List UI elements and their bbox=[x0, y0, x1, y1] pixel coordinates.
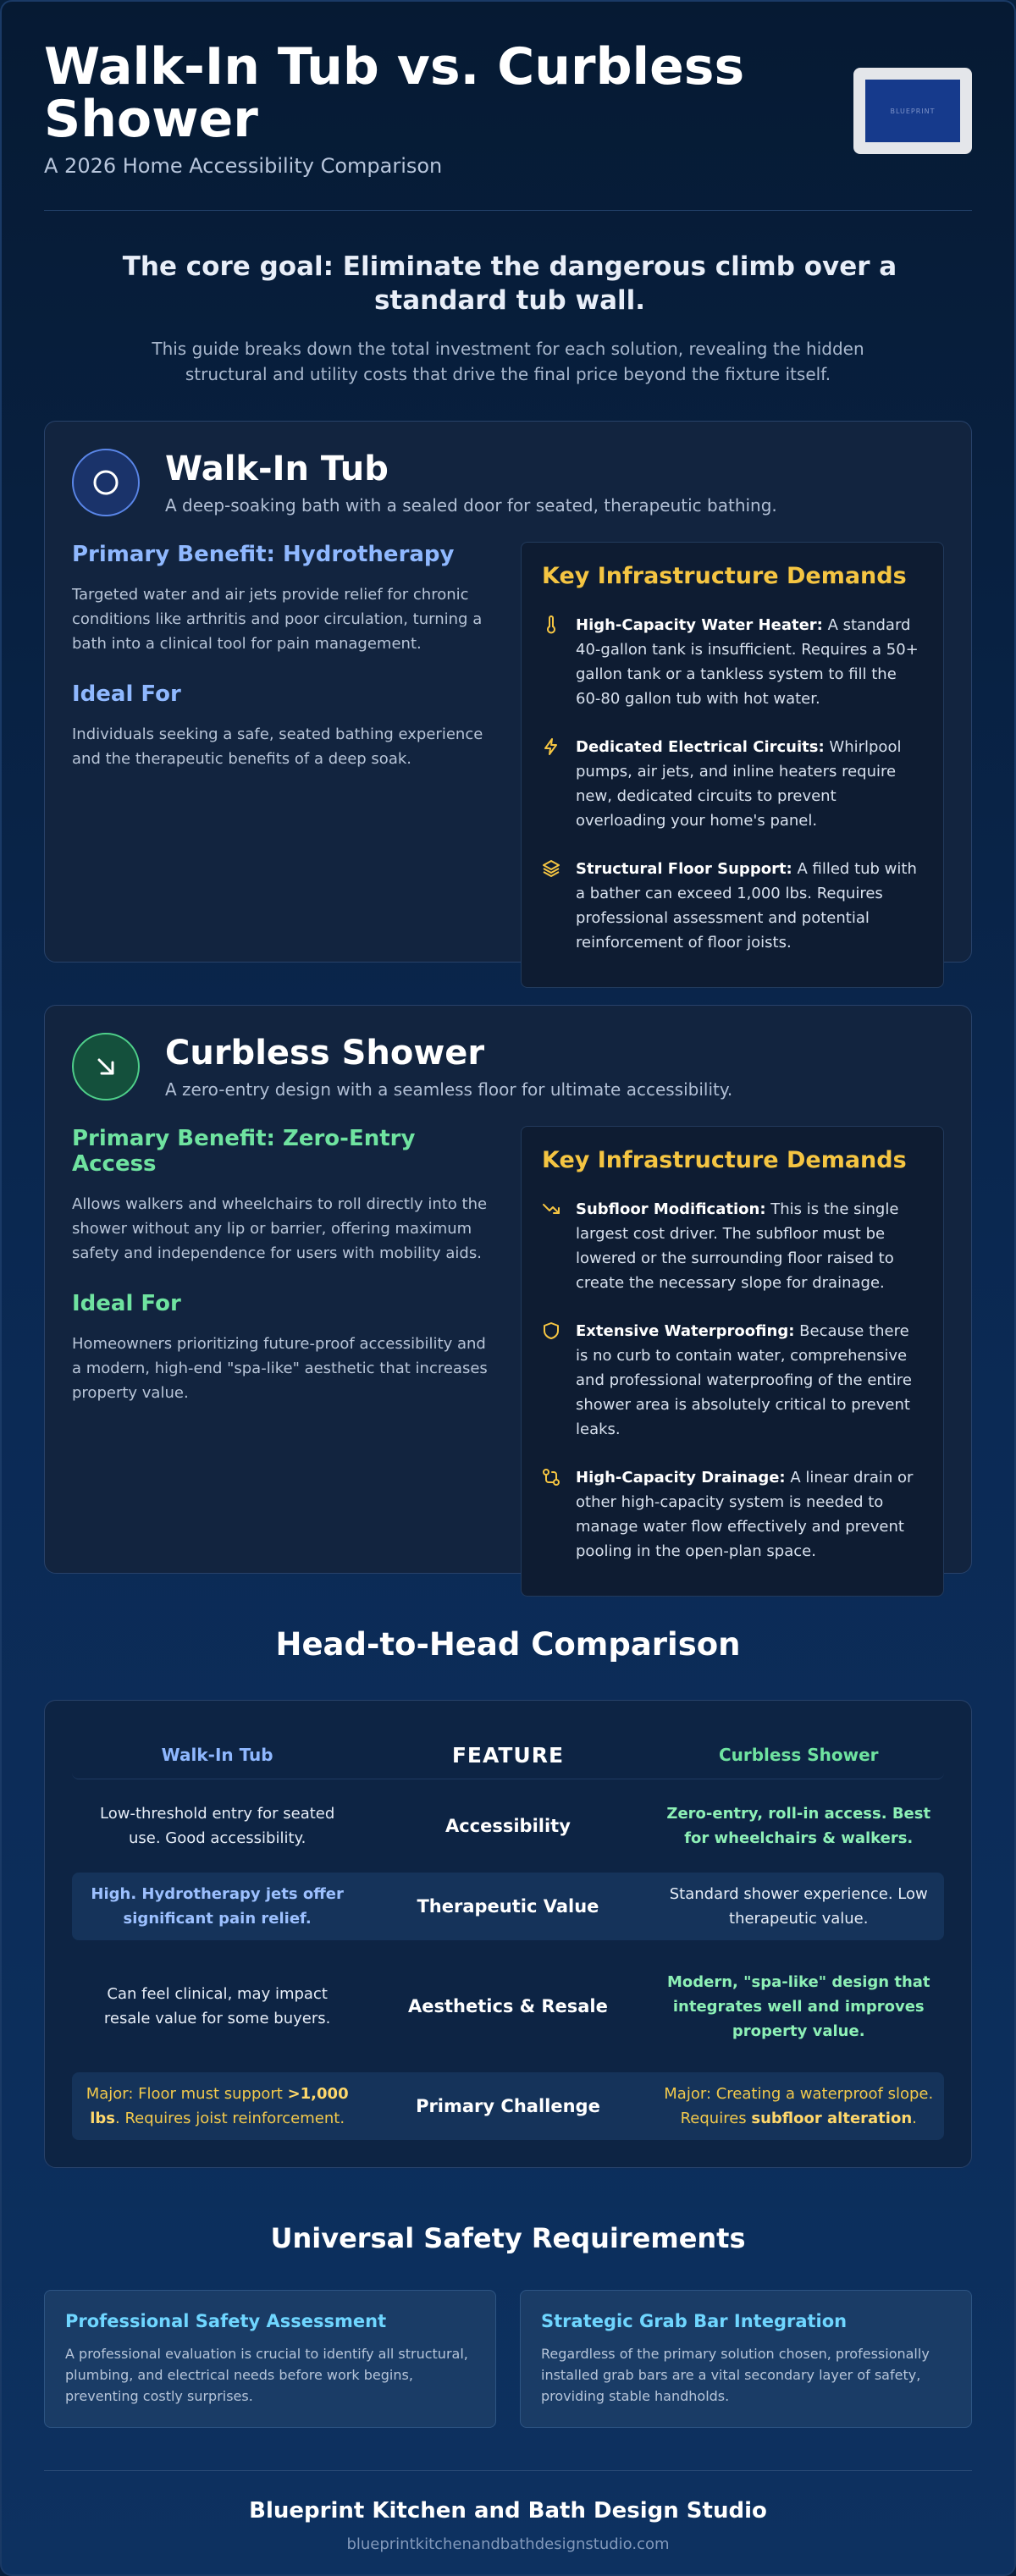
infrastructure-item bbox=[542, 1319, 923, 1442]
card-header bbox=[72, 1033, 944, 1100]
infrastructure-item bbox=[542, 1465, 923, 1564]
benefit-heading: Primary Benefit: Zero-Entry Access bbox=[72, 1126, 416, 1177]
infrastructure-label: High-Capacity Drainage: bbox=[576, 1469, 786, 1487]
ideal-for-text: Homeowners prioritizing future-proof accessibility and a modern, high-end "spa-like" aesthetic that increases property value. bbox=[72, 1335, 488, 1402]
benefit-text: Targeted water and air jets provide relief for chronic conditions like arthritis and poor circulation, turning a bath into a clinical tool for pain management. bbox=[72, 586, 483, 653]
card-body bbox=[72, 1126, 944, 1597]
card-title: Curbless Shower bbox=[165, 1034, 485, 1073]
infrastructure-panel bbox=[521, 1126, 944, 1597]
infrastructure-panel bbox=[521, 542, 944, 988]
studio-name: Blueprint Kitchen and Bath Design Studio bbox=[249, 2498, 767, 2524]
safety-card-heading: Strategic Grab Bar Integration bbox=[541, 2311, 848, 2331]
column-header-walk-in-tub: Walk-In Tub bbox=[161, 1744, 273, 1765]
infrastructure-text: A standard 40-gallon tank is insufficient. Requires a 50+ gallon tank or a tankless system to fill the 60-80 gallon tub with hot water. bbox=[576, 616, 919, 708]
infrastructure-item bbox=[542, 613, 923, 711]
safety-cards bbox=[44, 2290, 972, 2428]
shower-cell: Standard shower experience. Low therapeutic value. bbox=[669, 1885, 928, 1928]
benefit-heading: Primary Benefit: Hydrotherapy bbox=[72, 542, 455, 567]
infrastructure-label: Extensive Waterproofing: bbox=[576, 1322, 795, 1340]
intro-heading: The core goal: Eliminate the dangerous climb over a standard tub wall. bbox=[122, 251, 897, 316]
infrastructure-item bbox=[542, 857, 923, 955]
shield-icon bbox=[542, 1321, 560, 1340]
feature-cell: Therapeutic Value bbox=[417, 1895, 599, 1917]
safety-card bbox=[44, 2290, 496, 2428]
column-header-feature: FEATURE bbox=[451, 1742, 565, 1768]
ideal-for-heading: Ideal For bbox=[72, 681, 181, 707]
page-title: Walk-In Tub vs. Curbless Shower bbox=[44, 37, 745, 149]
highlight-text: >1,000 lbs bbox=[90, 2085, 349, 2127]
feature-cell: Accessibility bbox=[444, 1815, 571, 1836]
feature-cell: Aesthetics & Resale bbox=[408, 1995, 608, 2016]
table-row bbox=[72, 1940, 944, 2072]
tub-cell: Can feel clinical, may impact resale value for some buyers. bbox=[103, 1985, 331, 2027]
card-body bbox=[72, 542, 944, 988]
drain-pipe-icon bbox=[542, 1468, 560, 1487]
infrastructure-label: High-Capacity Water Heater: bbox=[576, 616, 823, 634]
tub-cell: High. Hydrotherapy jets offer significant pain relief. bbox=[91, 1885, 344, 1928]
infrastructure-label: Dedicated Electrical Circuits: bbox=[576, 738, 825, 756]
infrastructure-item bbox=[542, 1197, 923, 1295]
card-description: A deep-soaking bath with a sealed door for seated, therapeutic bathing. bbox=[165, 495, 777, 516]
card-left-column bbox=[72, 1126, 495, 1597]
safety-title: Universal Safety Requirements bbox=[270, 2222, 746, 2254]
infrastructure-text: A linear drain or other high-capacity system is needed to manage water flow effectively and prevent pooling in the open-plan space. bbox=[576, 1469, 914, 1560]
infrastructure-text: Whirlpool pumps, air jets, and inline heaters require new, dedicated circuits to prevent overloading your home's panel. bbox=[576, 738, 902, 830]
table-row bbox=[72, 1779, 944, 1873]
safety-card-text: A professional evaluation is crucial to identify all structural, plumbing, and electrical needs before work begins, preventing costly surprises. bbox=[65, 2346, 468, 2404]
circle-icon bbox=[72, 449, 140, 516]
highlight-text: subfloor alteration bbox=[751, 2110, 913, 2127]
thermometer-icon bbox=[542, 615, 560, 634]
lightning-icon bbox=[542, 737, 560, 756]
shower-cell: Zero-entry, roll-in access. Best for wheelchairs & walkers. bbox=[666, 1805, 931, 1847]
trend-down-icon bbox=[542, 1200, 560, 1218]
logo-mark: BLUEPRINT bbox=[865, 80, 960, 142]
studio-logo bbox=[853, 68, 972, 154]
infrastructure-title: Key Infrastructure Demands bbox=[542, 563, 907, 589]
arrow-down-right-icon bbox=[72, 1033, 140, 1100]
studio-url[interactable]: blueprintkitchenandbathdesignstudio.com bbox=[346, 2535, 670, 2553]
table-row bbox=[72, 2072, 944, 2140]
comparison-table bbox=[44, 1700, 972, 2168]
curbless-shower-card bbox=[44, 1005, 972, 1574]
card-header bbox=[72, 449, 944, 516]
tub-cell: Major: Floor must support >1,000 lbs. Requires joist reinforcement. bbox=[86, 2085, 349, 2127]
shower-cell: Modern, "spa-like" design that integrates well and improves property value. bbox=[666, 1972, 930, 2040]
infrastructure-text: This is the single largest cost driver. The subfloor must be lowered or the surrounding floor raised to create the necessary slope for drainage. bbox=[576, 1200, 899, 1292]
comparison-header-row bbox=[72, 1731, 944, 1779]
page-subtitle: A 2026 Home Accessibility Comparison bbox=[44, 154, 443, 178]
tub-cell: Low-threshold entry for seated use. Good accessibility. bbox=[100, 1805, 335, 1847]
layers-icon bbox=[542, 859, 560, 878]
infrastructure-text: Because there is no curb to contain water, comprehensive and professional waterproofing of the entire shower area is absolutely critical to prevent leaks. bbox=[576, 1322, 912, 1438]
card-description: A zero-entry design with a seamless floor for ultimate accessibility. bbox=[165, 1079, 733, 1100]
benefit-text: Allows walkers and wheelchairs to roll directly into the shower without any lip or barrier, offering maximum safety and independence for users with mobility aids. bbox=[72, 1195, 488, 1262]
card-title: Walk-In Tub bbox=[165, 450, 389, 488]
infrastructure-text: A filled tub with a bather can exceed 1,000 lbs. Requires professional assessment and potential reinforcement of floor joists. bbox=[576, 860, 917, 952]
walk-in-tub-card bbox=[44, 421, 972, 963]
feature-cell: Primary Challenge bbox=[416, 2095, 600, 2116]
safety-card-text: Regardless of the primary solution chosen, professionally installed grab bars are a vital secondary layer of safety, providing stable handholds. bbox=[541, 2346, 930, 2404]
infrastructure-item bbox=[542, 735, 923, 833]
card-left-column bbox=[72, 542, 495, 988]
intro-text: This guide breaks down the total investment for each solution, revealing the hidden structural and utility costs that drive the final price beyond the fixture itself. bbox=[152, 339, 864, 384]
intro-section bbox=[44, 211, 972, 421]
safety-card-heading: Professional Safety Assessment bbox=[65, 2311, 387, 2331]
table-row bbox=[72, 1873, 944, 1940]
comparison-title: Head-to-Head Comparison bbox=[275, 1626, 741, 1663]
infrastructure-label: Subfloor Modification: bbox=[576, 1200, 766, 1218]
column-header-curbless-shower: Curbless Shower bbox=[718, 1744, 879, 1765]
infrastructure-label: Structural Floor Support: bbox=[576, 860, 792, 878]
shower-cell: Major: Creating a waterproof slope. Requires subfloor alteration. bbox=[664, 2085, 934, 2127]
safety-card bbox=[520, 2290, 972, 2428]
footer bbox=[44, 2471, 972, 2553]
header bbox=[44, 37, 972, 210]
infrastructure-title: Key Infrastructure Demands bbox=[542, 1147, 907, 1173]
ideal-for-text: Individuals seeking a safe, seated bathing experience and the therapeutic benefits of a deep soak. bbox=[72, 725, 483, 768]
ideal-for-heading: Ideal For bbox=[72, 1291, 181, 1316]
